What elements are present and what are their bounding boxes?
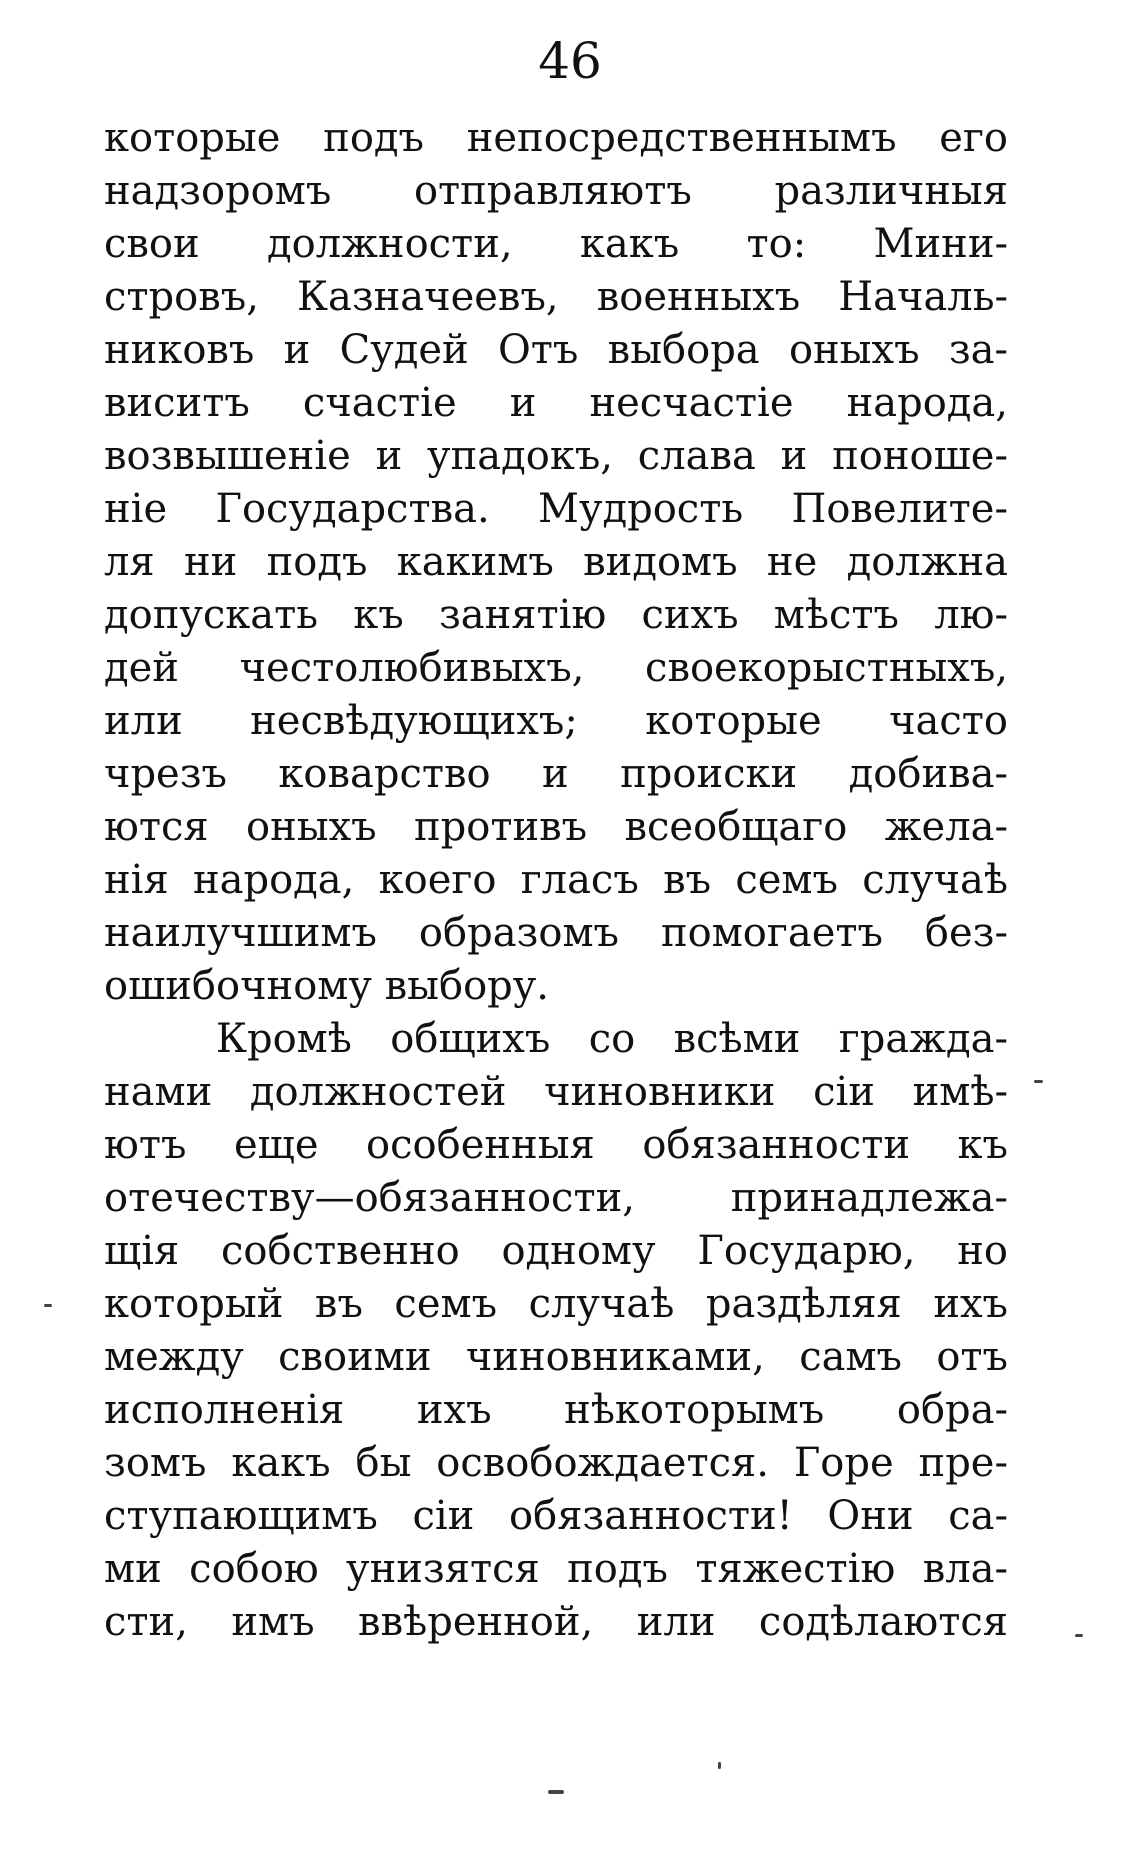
text-line: отечеству—обязанности, принадлежа- <box>104 1175 1008 1221</box>
text-line: виситъ счастіе и несчастіе народа, <box>104 380 1008 426</box>
text-line: нами должностей чиновники сіи имѣ- <box>104 1069 1008 1115</box>
text-line: свои должности, какъ то: Мини- <box>104 221 1008 267</box>
text-line: ются оныхъ противъ всеобщаго жела- <box>104 804 1008 850</box>
text-line: допускать къ занятію сихъ мѣстъ лю- <box>104 592 1008 638</box>
text-line: между своими чиновниками, самъ отъ <box>104 1334 1008 1380</box>
text-line: чрезъ коварство и происки добива- <box>104 751 1008 797</box>
text-line: ступающимъ сіи обязанности! Они са- <box>104 1493 1008 1539</box>
text-line: который въ семъ случаѣ раздѣляя ихъ <box>104 1281 1008 1327</box>
text-line: щія собственно одному Государю, но <box>104 1228 1008 1274</box>
text-line: или несвѣдующихъ; которые часто <box>104 698 1008 744</box>
scan-speck <box>1034 1080 1043 1083</box>
text-line: нія народа, коего гласъ въ семъ случаѣ <box>104 857 1008 903</box>
text-line: ля ни подъ какимъ видомъ не должна <box>104 539 1008 585</box>
scan-speck <box>548 1790 564 1794</box>
paragraph-1 <box>104 112 1008 1013</box>
text-line: никовъ и Судей Отъ выбора оныхъ за- <box>104 327 1008 373</box>
text-line: стровъ, Казначеевъ, военныхъ Началь- <box>104 274 1008 320</box>
text-line: ніе Государства. Мудрость Повелите- <box>104 486 1008 532</box>
text-line: которые подъ непосредственнымъ его <box>104 115 1008 161</box>
scan-speck <box>1075 1634 1083 1637</box>
text-line: дей честолюбивыхъ, своекорыстныхъ, <box>104 645 1008 691</box>
scan-speck <box>44 1304 52 1307</box>
text-line: сти, имъ ввѣренной, или содѣлаются <box>104 1599 1008 1645</box>
page-number: 46 <box>538 32 602 90</box>
text-line: исполненія ихъ нѣкоторымъ обра- <box>104 1387 1008 1433</box>
text-line: возвышеніе и упадокъ, слава и поноше- <box>104 433 1008 479</box>
text-line: ютъ еще особенныя обязанности къ <box>104 1122 1008 1168</box>
text-line: ми собою унизятся подъ тяжестію вла- <box>104 1546 1008 1592</box>
text-line: ошибочному выбору. <box>104 963 550 1009</box>
paragraph-2 <box>104 1013 1008 1649</box>
body-text <box>104 112 1008 1649</box>
text-line: зомъ какъ бы освобождается. Горе пре- <box>104 1440 1008 1486</box>
text-line: Кромѣ общихъ со всѣми гражда- <box>216 1016 1008 1062</box>
text-line: надзоромъ отправляютъ различныя <box>104 168 1008 214</box>
scan-speck <box>718 1762 721 1769</box>
text-line: наилучшимъ образомъ помогаетъ без- <box>104 910 1008 956</box>
